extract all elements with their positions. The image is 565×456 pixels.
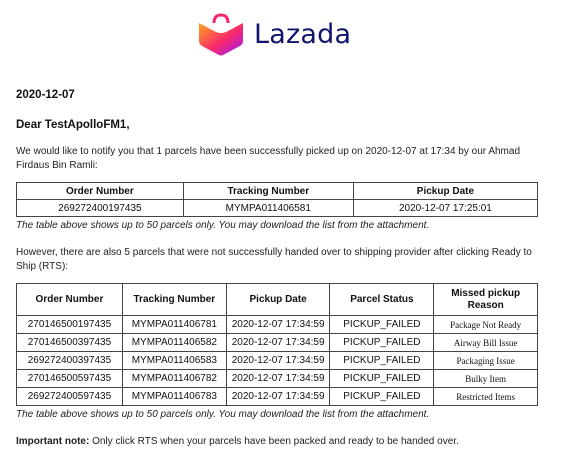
failed-pickup-table xyxy=(16,283,538,406)
pickup-date-cell: 2020-12-07 17:34:59 xyxy=(226,388,330,406)
tracking-number-cell: MYMPA011406783 xyxy=(122,388,226,406)
parcel-status-cell: PICKUP_FAILED xyxy=(330,370,434,388)
important-note-label: Important note: xyxy=(16,436,90,447)
logo-text: Lazada xyxy=(254,18,352,50)
table-row xyxy=(17,370,538,388)
pickup-date-cell: 2020-12-07 17:34:59 xyxy=(226,334,330,352)
order-number-cell: 270146500397435 xyxy=(17,334,123,352)
column-header: Parcel Status xyxy=(330,284,434,316)
table-header-row xyxy=(17,284,538,316)
missed-reason-cell: Airway Bill Issue xyxy=(434,334,538,352)
email-date: 2020-12-07 xyxy=(16,89,75,101)
picked-up-table xyxy=(16,182,538,217)
column-header: Order Number xyxy=(17,284,123,316)
tracking-number-cell: MYMPA011406581 xyxy=(183,200,353,217)
tracking-number-cell: MYMPA011406583 xyxy=(122,352,226,370)
lazada-heart-icon xyxy=(196,11,246,57)
pickup-date-cell: 2020-12-07 17:34:59 xyxy=(226,370,330,388)
pickup-date-cell: 2020-12-07 17:34:59 xyxy=(226,352,330,370)
order-number-cell: 269272400197435 xyxy=(17,200,184,217)
failed-intro-text: However, there are also 5 parcels that were not successfully handed over to shipping provider after clicking Ready to Ship (RTS): xyxy=(16,247,532,272)
pickup-intro-text: We would like to notify you that 1 parcels have been successfully picked up on 2020-12-07 at 17:34 by our Ahmad Firdaus Bin Ramli: xyxy=(16,146,521,171)
missed-reason-cell: Package Not Ready xyxy=(434,316,538,334)
column-header: Order Number xyxy=(17,183,184,200)
important-note xyxy=(16,436,459,447)
lazada-logo xyxy=(196,11,351,57)
tracking-number-cell: MYMPA011406782 xyxy=(122,370,226,388)
tracking-number-cell: MYMPA011406781 xyxy=(122,316,226,334)
table-note: The table above shows up to 50 parcels only. You may download the list from the attachment. xyxy=(16,220,430,231)
column-header: Pickup Date xyxy=(353,183,537,200)
tracking-number-cell: MYMPA011406582 xyxy=(122,334,226,352)
table-row xyxy=(17,334,538,352)
column-header: Pickup Date xyxy=(226,284,330,316)
table-note: The table above shows up to 50 parcels only. You may download the list from the attachment. xyxy=(16,409,430,420)
order-number-cell: 269272400397435 xyxy=(17,352,123,370)
order-number-cell: 269272400597435 xyxy=(17,388,123,406)
parcel-status-cell: PICKUP_FAILED xyxy=(330,352,434,370)
important-note-text: Only click RTS when your parcels have been packed and ready to be handed over. xyxy=(89,436,459,447)
table-row xyxy=(17,316,538,334)
parcel-status-cell: PICKUP_FAILED xyxy=(330,316,434,334)
order-number-cell: 270146500197435 xyxy=(17,316,123,334)
parcel-status-cell: PICKUP_FAILED xyxy=(330,388,434,406)
table-row xyxy=(17,200,538,217)
missed-reason-cell: Restricted Items xyxy=(434,388,538,406)
email-greeting: Dear TestApolloFM1, xyxy=(16,119,130,131)
column-header: Tracking Number xyxy=(183,183,353,200)
missed-reason-cell: Packaging Issue xyxy=(434,352,538,370)
table-row xyxy=(17,388,538,406)
table-row xyxy=(17,352,538,370)
table-header-row xyxy=(17,183,538,200)
parcel-status-cell: PICKUP_FAILED xyxy=(330,334,434,352)
column-header: Missed pickup Reason xyxy=(434,284,538,316)
pickup-date-cell: 2020-12-07 17:25:01 xyxy=(353,200,537,217)
missed-reason-cell: Bulky Item xyxy=(434,370,538,388)
pickup-date-cell: 2020-12-07 17:34:59 xyxy=(226,316,330,334)
order-number-cell: 270146500597435 xyxy=(17,370,123,388)
column-header: Tracking Number xyxy=(122,284,226,316)
